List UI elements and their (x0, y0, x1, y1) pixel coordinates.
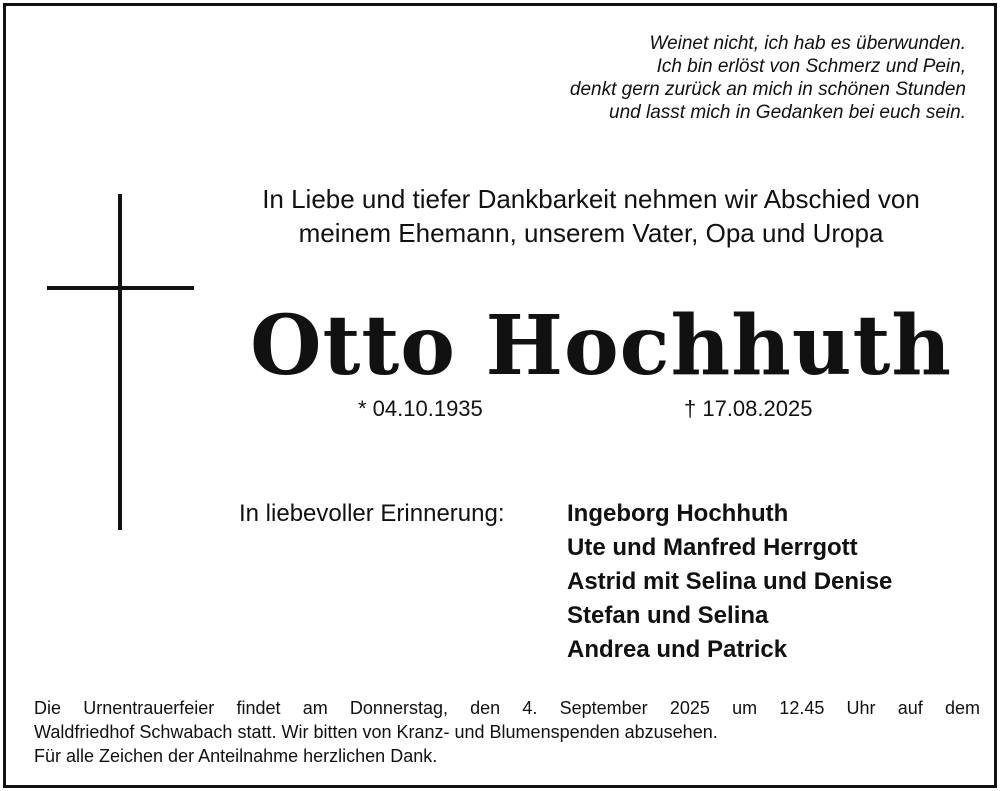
poem-line-2: Ich bin erlöst von Schmerz und Pein, (656, 56, 966, 77)
funeral-notice-line-1: Die Urnentrauerfeier findet am Donnerstag, den 4. September 2025 um 12.45 Uhr auf dem (34, 698, 980, 718)
obituary-frame (3, 3, 997, 788)
funeral-notice-line-2: Waldfriedhof Schwabach statt. Wir bitten von Kranz- und Blumenspenden abzusehen. (34, 722, 718, 742)
funeral-notice-line-3: Für alle Zeichen der Anteilnahme herzlichen Dank. (34, 746, 438, 766)
poem-line-1: Weinet nicht, ich hab es überwunden. (649, 33, 966, 54)
mourner-name: Ute und Manfred Herrgott (567, 534, 858, 561)
mourner-name: Ingeborg Hochhuth (567, 500, 789, 527)
mourners-list (567, 497, 892, 667)
poem (446, 32, 966, 124)
mourner-name: Andrea und Patrick (567, 636, 788, 663)
mourner-name: Astrid mit Selina und Denise (567, 568, 893, 595)
poem-line-4: und lasst mich in Gedanken bei euch sein. (609, 102, 966, 123)
intro-line-2: meinem Ehemann, unserem Vater, Opa und Uropa (298, 218, 884, 248)
memory-label: In liebevoller Erinnerung: (239, 500, 505, 527)
death-date: † 17.08.2025 (684, 396, 813, 421)
cross-vertical-bar (118, 194, 122, 530)
mourner-name: Stefan und Selina (567, 602, 769, 629)
cross-horizontal-bar (47, 286, 194, 290)
deceased-name: Otto Hochhuth (250, 298, 952, 394)
funeral-notice (34, 696, 980, 768)
intro-text (206, 182, 976, 250)
poem-line-3: denkt gern zurück an mich in schönen Stunden (569, 79, 966, 100)
intro-line-1: In Liebe und tiefer Dankbarkeit nehmen wir Abschied von (262, 184, 920, 214)
birth-date: * 04.10.1935 (358, 396, 483, 421)
